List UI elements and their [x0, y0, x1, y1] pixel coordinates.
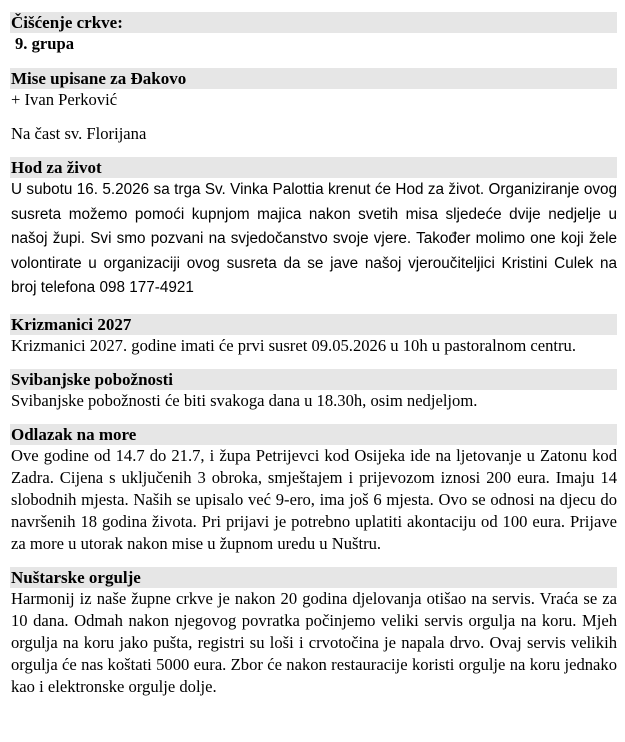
orgulje-text: Harmonij iz naše župne crkve je nakon 20 godina djelovanja otišao na servis. Vraća se za 10 dana. Odmah nakon njegovog povratka počinjemo veliki servis orgulja na koru. Mjeh orgulja na koru jako pušta, registri su loši i crvotočina je napala drvo. Ovaj servis velikih orgulja će nas koštati 5000 eura. Zbor će nakon restauracije koristi orgulje na koru jednako kao i elektronske orgulje dolje.: [11, 588, 617, 696]
heading-mise: Mise upisane za Đakovo: [10, 68, 617, 89]
heading-ciscenje: Čišćenje crkve:: [10, 12, 617, 33]
bulletin-page: [10, 12, 617, 698]
heading-svibanjske: Svibanjske pobožnosti: [10, 369, 617, 390]
ciscenje-group: 9. grupa: [15, 34, 75, 53]
hod-text: U subotu 16. 5.2026 sa trga Sv. Vinka Palottia krenut će Hod za život. Organiziranje ovog susreta možemo pomoći kupnjom majica nakon svetih misa sljedeće dvije nedjelje u našoj župi. Svi smo pozvani na svjedočanstvo svoje vjere. Također molimo one koji žele volontirate u organizaciji ovog susreta da se jave našoj vjeroučiteljici Kristini Culek na broj telefona 098 177-4921: [11, 181, 617, 297]
section-krizmanici: [10, 314, 617, 357]
heading-krizmanici: Krizmanici 2027: [10, 314, 617, 335]
section-hod: [10, 157, 617, 301]
mise-line-2: Na čast sv. Florijana: [11, 124, 147, 143]
svibanjske-text: Svibanjske pobožnosti će biti svakoga dana u 18.30h, osim nedjeljom.: [11, 390, 478, 410]
section-svibanjske: [10, 369, 617, 412]
krizmanici-text: Krizmanici 2027. godine imati će prvi susret 09.05.2026 u 10h u pastoralnom centru.: [11, 335, 576, 355]
heading-hod: Hod za život: [10, 157, 617, 178]
mise-line-1: + Ivan Perković: [11, 90, 118, 109]
section-orgulje: [10, 567, 617, 698]
heading-more: Odlazak na more: [10, 424, 617, 445]
more-text: Ove godine od 14.7 do 21.7, i župa Petrijevci kod Osijeka ide na ljetovanje u Zatonu kod Zadra. Cijena s uključenih 3 obroka, smještajem i prijevozom iznosi 200 eura. Imaju 14 slobodnih mjesta. Naših se upisalo već 9-ero, ima još 6 mjesta. Ovo se odnosi na djecu do navršenih 18 godina života. Pri prijavi je potrebno uplatiti akontaciju od 100 eura. Prijave za more u utorak nakon mise u župnom uredu u Nuštru.: [11, 445, 617, 553]
section-more: [10, 424, 617, 555]
section-ciscenje: [10, 12, 617, 55]
heading-orgulje: Nuštarske orgulje: [10, 567, 617, 588]
section-mise: [10, 68, 617, 145]
